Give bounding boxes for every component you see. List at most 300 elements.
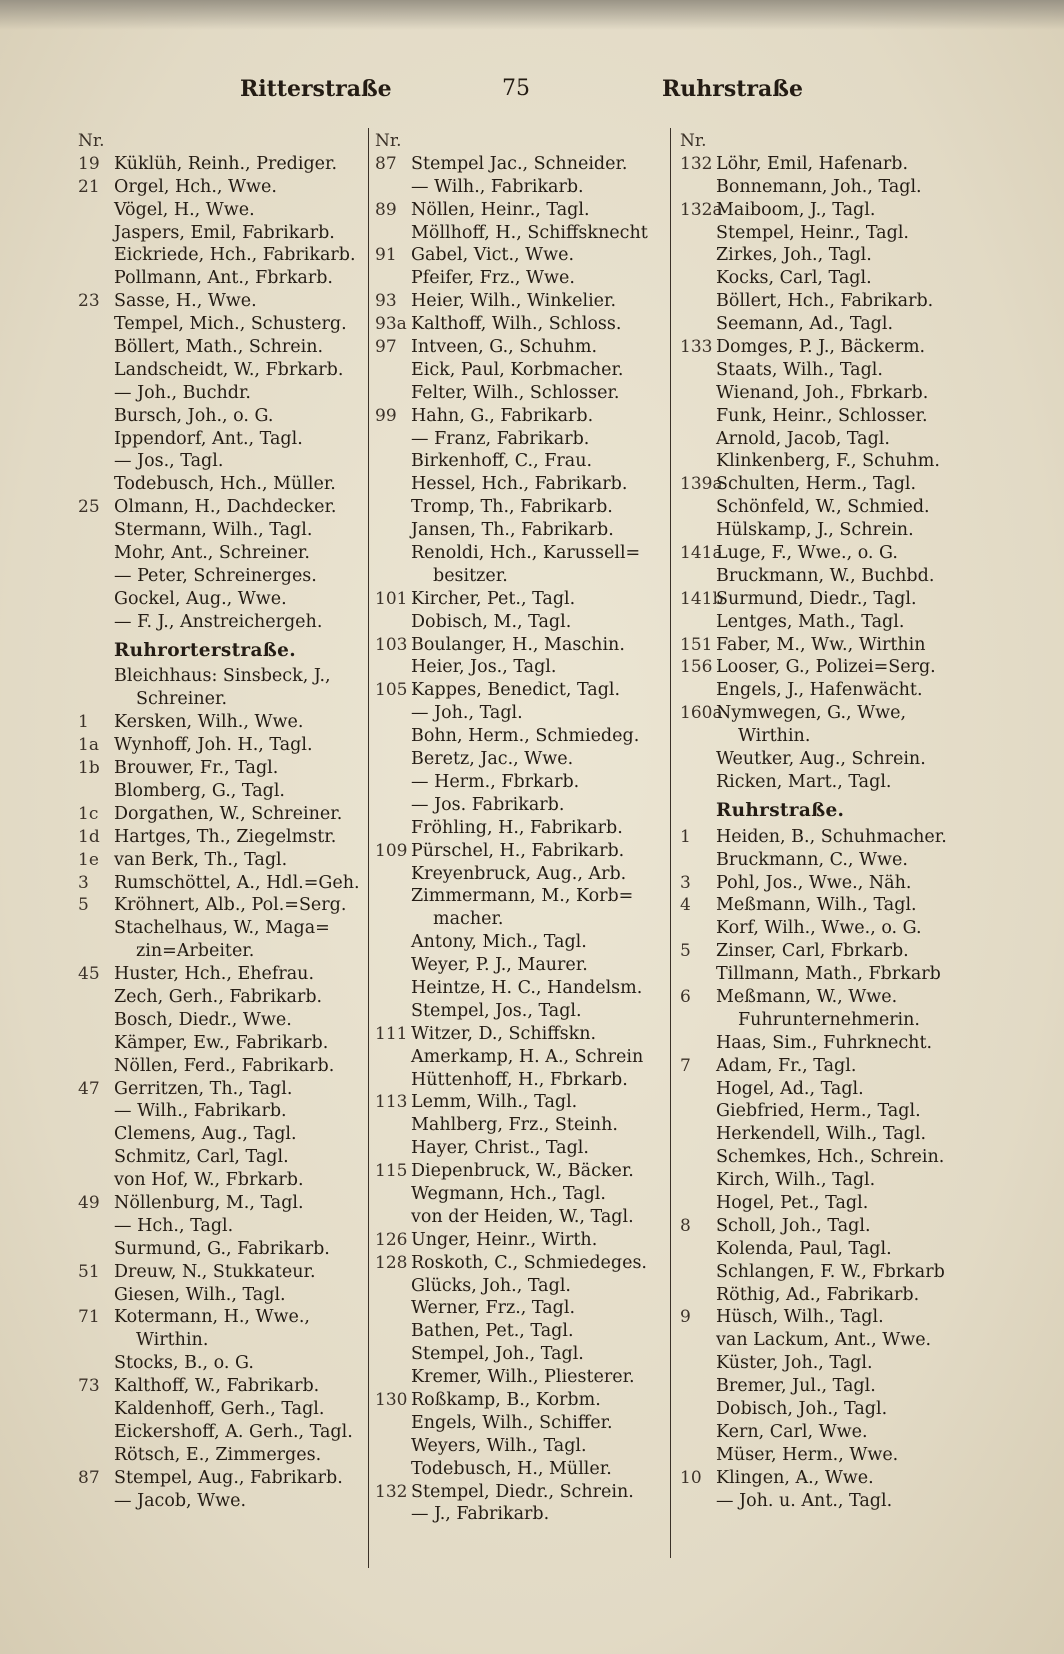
directory-entry — [680, 428, 980, 451]
directory-entry — [375, 290, 665, 313]
resident-text: Glücks, Joh., Tagl. — [411, 1275, 571, 1296]
directory-entry — [680, 336, 980, 359]
resident-text: Nöllenburg, M., Tagl. — [114, 1192, 304, 1213]
house-number: 3 — [78, 872, 89, 893]
directory-entry — [78, 803, 368, 826]
directory-entry — [78, 153, 368, 176]
house-number: 130 — [375, 1389, 408, 1410]
resident-text: Küster, Joh., Tagl. — [716, 1353, 873, 1374]
resident-text: Löhr, Emil, Hafenarb. — [716, 153, 909, 174]
resident-text: Ricken, Mart., Tagl. — [716, 771, 892, 792]
directory-entry — [375, 1229, 665, 1252]
house-number: 1 — [680, 826, 691, 847]
resident-text: Bohn, Herm., Schmiedeg. — [411, 726, 640, 747]
directory-entry — [680, 382, 980, 405]
resident-text: Antony, Mich., Tagl. — [411, 932, 587, 953]
directory-entry — [375, 1412, 665, 1435]
resident-text: Weyer, P. J., Maurer. — [411, 955, 588, 976]
directory-entry — [375, 840, 665, 863]
directory-entry — [78, 1192, 368, 1215]
directory-entry — [680, 1444, 980, 1467]
directory-entry — [680, 313, 980, 336]
resident-text: Zech, Gerh., Fabrikarb. — [114, 986, 323, 1007]
directory-entry — [78, 336, 368, 359]
resident-text: Heier, Wilh., Winkelier. — [411, 291, 617, 312]
resident-text: Hüttenhoff, H., Fbrkarb. — [411, 1069, 628, 1090]
resident-text: Felter, Wilh., Schlosser. — [411, 382, 620, 403]
resident-text: Fuhrunternehmerin. — [738, 1009, 920, 1030]
page-header — [80, 76, 1040, 112]
directory-entry — [375, 954, 665, 977]
directory-entry — [375, 1458, 665, 1481]
directory-entry — [680, 1078, 980, 1101]
directory-entry — [680, 1467, 980, 1490]
resident-text: Bruckmann, C., Wwe. — [716, 849, 908, 870]
column-divider — [670, 128, 671, 1558]
resident-text: Engels, Wilh., Schiffer. — [411, 1412, 613, 1433]
directory-entry — [78, 780, 368, 803]
resident-text: Todebusch, H., Müller. — [411, 1458, 612, 1479]
directory-entry — [375, 1481, 665, 1504]
resident-text: Tillmann, Math., Fbrkarb — [716, 964, 941, 985]
house-number: 133 — [680, 337, 713, 358]
directory-entry — [375, 1069, 665, 1092]
directory-entry — [375, 1183, 665, 1206]
resident-text: Kern, Carl, Wwe. — [716, 1421, 868, 1442]
house-number: 1c — [78, 803, 99, 824]
resident-text: Kolenda, Paul, Tagl. — [716, 1238, 892, 1259]
resident-text: — Jos. Fabrikarb. — [411, 794, 565, 815]
directory-entry — [680, 725, 980, 748]
house-number: 89 — [375, 199, 397, 220]
directory-entry — [78, 267, 368, 290]
resident-text: Seemann, Ad., Tagl. — [716, 314, 894, 335]
resident-text: Domges, P. J., Bäckerm. — [716, 337, 926, 358]
directory-entry — [375, 313, 665, 336]
directory-entry — [78, 1467, 368, 1490]
directory-entry — [680, 267, 980, 290]
resident-text: Fröhling, H., Fabrikarb. — [411, 817, 623, 838]
house-number: 1a — [78, 735, 99, 756]
directory-entry — [375, 1206, 665, 1229]
directory-entry — [375, 565, 665, 588]
resident-text: Wirthin. — [738, 726, 811, 747]
resident-text: Schönfeld, W., Schmied. — [716, 497, 930, 518]
resident-text: Stempel, Diedr., Schrein. — [411, 1481, 634, 1502]
resident-text: Müser, Herm., Wwe. — [716, 1444, 899, 1465]
house-number: 156 — [680, 657, 713, 678]
column-2 — [375, 130, 665, 1526]
resident-text: Kalthoff, Wilh., Schloss. — [411, 314, 622, 335]
directory-entry — [680, 1055, 980, 1078]
resident-text: Bruckmann, W., Buchbd. — [716, 565, 935, 586]
resident-text: — F. J., Anstreichergeh. — [114, 611, 323, 632]
directory-entry — [375, 1252, 665, 1275]
directory-entry — [680, 826, 980, 849]
directory-entry — [78, 1169, 368, 1192]
directory-entry — [375, 130, 665, 153]
column-1 — [78, 130, 368, 1512]
directory-entry — [680, 542, 980, 565]
resident-text: Adam, Fr., Tagl. — [716, 1055, 857, 1076]
house-number: 93a — [375, 314, 407, 335]
street-name: Ruhrstraße. — [716, 799, 845, 821]
resident-text: Schreiner. — [136, 689, 228, 710]
directory-entry — [680, 1329, 980, 1352]
directory-entry — [78, 1261, 368, 1284]
resident-text: Bosch, Diedr., Wwe. — [114, 1009, 292, 1030]
directory-entry — [375, 1046, 665, 1069]
resident-text: Meßmann, W., Wwe. — [716, 986, 898, 1007]
directory-entry — [375, 748, 665, 771]
resident-text: von Hof, W., Fbrkarb. — [114, 1170, 304, 1191]
house-number: 73 — [78, 1376, 100, 1397]
directory-entry — [680, 290, 980, 313]
resident-text: Jansen, Th., Fabrikarb. — [411, 520, 614, 541]
resident-text: Mahlberg, Frz., Steinh. — [411, 1115, 618, 1136]
resident-text: Röthig, Ad., Fabrikarb. — [716, 1284, 920, 1305]
house-number: 91 — [375, 245, 397, 266]
directory-entry — [680, 1238, 980, 1261]
resident-text: — Jacob, Wwe. — [114, 1490, 247, 1511]
scan-shadow — [0, 0, 1064, 30]
directory-entry — [78, 428, 368, 451]
directory-entry — [375, 359, 665, 382]
resident-text: Kirch, Wilh., Tagl. — [716, 1170, 876, 1191]
directory-entry — [375, 1000, 665, 1023]
resident-text: Renoldi, Hch., Karussell= — [411, 543, 641, 564]
directory-entry — [78, 519, 368, 542]
directory-entry — [78, 1009, 368, 1032]
house-number: 126 — [375, 1229, 408, 1250]
directory-entry — [375, 1320, 665, 1343]
directory-entry — [680, 473, 980, 496]
resident-text: Nöllen, Ferd., Fabrikarb. — [114, 1055, 335, 1076]
directory-entry — [680, 1490, 980, 1513]
resident-text: Hahn, G., Fabrikarb. — [411, 405, 594, 426]
house-number: 1d — [78, 826, 100, 847]
directory-entry — [375, 222, 665, 245]
directory-entry — [375, 702, 665, 725]
resident-text: Kersken, Wilh., Wwe. — [114, 712, 304, 733]
directory-entry — [78, 872, 368, 895]
directory-entry — [375, 1137, 665, 1160]
resident-text: Schlangen, F. W., Fbrkarb — [716, 1261, 945, 1282]
directory-entry — [680, 1169, 980, 1192]
resident-text: Tempel, Mich., Schusterg. — [114, 314, 347, 335]
house-number: 103 — [375, 634, 408, 655]
directory-entry — [375, 725, 665, 748]
house-number: 49 — [78, 1192, 100, 1213]
resident-text: Sasse, H., Wwe. — [114, 291, 257, 312]
resident-text: — Joh., Buchdr. — [114, 382, 251, 403]
resident-text: Pfeifer, Frz., Wwe. — [411, 268, 575, 289]
house-number: 1e — [78, 849, 99, 870]
column-divider — [368, 128, 369, 1568]
resident-text: Tromp, Th., Fabrikarb. — [411, 497, 613, 518]
house-number: Nr. — [78, 131, 105, 151]
resident-text: Boulanger, H., Maschin. — [411, 634, 625, 655]
house-number: 10 — [680, 1467, 702, 1488]
directory-entry — [375, 1297, 665, 1320]
directory-entry — [78, 734, 368, 757]
house-number: 99 — [375, 405, 397, 426]
resident-text: Beretz, Jac., Wwe. — [411, 749, 574, 770]
resident-text: Brouwer, Fr., Tagl. — [114, 758, 279, 779]
directory-entry — [78, 382, 368, 405]
resident-text: Zimmermann, M., Korb= — [411, 886, 634, 907]
directory-entry — [680, 634, 980, 657]
directory-entry — [78, 405, 368, 428]
resident-text: Heiden, B., Schuhmacher. — [716, 826, 947, 847]
resident-text: Surmund, G., Fabrikarb. — [114, 1238, 330, 1259]
resident-text: Giebfried, Herm., Tagl. — [716, 1101, 921, 1122]
resident-text: Stermann, Wilh., Tagl. — [114, 520, 313, 541]
resident-text: Arnold, Jacob, Tagl. — [716, 428, 890, 449]
resident-text: besitzer. — [433, 565, 508, 586]
directory-entry — [78, 1444, 368, 1467]
directory-entry — [375, 428, 665, 451]
directory-entry — [375, 473, 665, 496]
resident-text: Heier, Jos., Tagl. — [411, 657, 557, 678]
resident-text: Stempel, Aug., Fabrikarb. — [114, 1467, 343, 1488]
house-number: 93 — [375, 291, 397, 312]
resident-text: Schulten, Herm., Tagl. — [716, 474, 917, 495]
directory-entry — [680, 153, 980, 176]
resident-text: Amerkamp, H. A., Schrein — [411, 1046, 644, 1067]
resident-text: Pürschel, H., Fabrikarb. — [411, 840, 625, 861]
resident-text: Korf, Wilh., Wwe., o. G. — [716, 918, 922, 939]
directory-entry — [680, 1032, 980, 1055]
directory-entry — [680, 872, 980, 895]
directory-entry — [680, 176, 980, 199]
directory-entry — [78, 940, 368, 963]
resident-text: Nöllen, Heinr., Tagl. — [411, 199, 590, 220]
resident-text: Bursch, Joh., o. G. — [114, 405, 274, 426]
directory-entry — [375, 771, 665, 794]
directory-entry — [78, 244, 368, 267]
resident-text: Dobisch, Joh., Tagl. — [716, 1398, 888, 1419]
resident-text: Vögel, H., Wwe. — [114, 199, 255, 220]
directory-entry — [375, 176, 665, 199]
directory-entry — [680, 519, 980, 542]
directory-entry — [78, 1375, 368, 1398]
resident-text: — Herm., Fbrkarb. — [411, 771, 580, 792]
directory-entry — [78, 963, 368, 986]
house-number: 139a — [680, 474, 723, 495]
directory-entry — [375, 1275, 665, 1298]
resident-text: Kaldenhoff, Gerh., Tagl. — [114, 1398, 325, 1419]
street-heading — [680, 800, 980, 823]
directory-entry — [78, 1123, 368, 1146]
directory-entry — [680, 588, 980, 611]
directory-entry — [680, 1009, 980, 1032]
directory-entry — [680, 611, 980, 634]
resident-text: Kappes, Benedict, Tagl. — [411, 680, 621, 701]
resident-text: — Joh. u. Ant., Tagl. — [716, 1490, 893, 1511]
resident-text: Hogel, Ad., Tagl. — [716, 1078, 864, 1099]
directory-entry — [78, 588, 368, 611]
directory-entry — [375, 1435, 665, 1458]
directory-entry — [78, 1398, 368, 1421]
house-number: 21 — [78, 176, 100, 197]
house-number: 115 — [375, 1161, 408, 1182]
directory-entry — [680, 702, 980, 725]
directory-entry — [78, 849, 368, 872]
street-heading — [78, 640, 368, 663]
directory-entry — [375, 1114, 665, 1137]
directory-entry — [78, 826, 368, 849]
resident-text: Todebusch, Hch., Müller. — [114, 474, 336, 495]
resident-text: — Peter, Schreinerges. — [114, 565, 317, 586]
house-number: 25 — [78, 497, 100, 518]
resident-text: Haas, Sim., Fuhrknecht. — [716, 1032, 933, 1053]
resident-text: Wirthin. — [136, 1330, 209, 1351]
directory-entry — [375, 977, 665, 1000]
house-number: 87 — [78, 1467, 100, 1488]
directory-entry — [375, 611, 665, 634]
directory-entry — [680, 917, 980, 940]
resident-text: Roßkamp, B., Korbm. — [411, 1389, 601, 1410]
street-name: Ruhrorterstraße. — [114, 639, 296, 661]
house-number: 9 — [680, 1307, 691, 1328]
header-left-street: Ritterstraße — [240, 76, 392, 102]
resident-text: — Wilh., Fabrikarb. — [411, 176, 584, 197]
directory-entry — [78, 1284, 368, 1307]
resident-text: — Joh., Tagl. — [411, 703, 523, 724]
directory-entry — [78, 222, 368, 245]
directory-entry — [78, 565, 368, 588]
resident-text: Dorgathen, W., Schreiner. — [114, 803, 343, 824]
resident-text: Zinser, Carl, Fbrkarb. — [716, 941, 909, 962]
directory-entry — [78, 473, 368, 496]
resident-text: Orgel, Hch., Wwe. — [114, 176, 277, 197]
house-number: 1b — [78, 758, 100, 779]
resident-text: Bleichhaus: Sinsbeck, J., — [114, 666, 331, 687]
house-number: 105 — [375, 680, 408, 701]
directory-entry — [375, 496, 665, 519]
resident-text: Hüsch, Wilh., Tagl. — [716, 1307, 884, 1328]
directory-entry — [78, 1352, 368, 1375]
directory-entry — [78, 130, 368, 153]
house-number: 97 — [375, 337, 397, 358]
resident-text: Kocks, Carl, Tagl. — [716, 268, 872, 289]
resident-text: Schemkes, Hch., Schrein. — [716, 1147, 945, 1168]
resident-text: Ippendorf, Ant., Tagl. — [114, 428, 303, 449]
directory-entry — [375, 519, 665, 542]
directory-entry — [78, 1421, 368, 1444]
resident-text: Weutker, Aug., Schrein. — [716, 749, 926, 770]
directory-entry — [375, 588, 665, 611]
resident-text: Wynhoff, Joh. H., Tagl. — [114, 735, 313, 756]
directory-entry — [680, 849, 980, 872]
directory-entry — [375, 199, 665, 222]
resident-text: Clemens, Aug., Tagl. — [114, 1124, 297, 1145]
resident-text: Meßmann, Wilh., Tagl. — [716, 895, 917, 916]
directory-entry — [680, 1284, 980, 1307]
resident-text: Eickriede, Hch., Fabrikarb. — [114, 245, 356, 266]
house-number: 128 — [375, 1252, 408, 1273]
directory-entry — [78, 1215, 368, 1238]
directory-entry — [680, 496, 980, 519]
directory-entry — [680, 450, 980, 473]
resident-text: Lemm, Wilh., Tagl. — [411, 1092, 578, 1113]
directory-entry — [375, 1366, 665, 1389]
directory-entry — [375, 267, 665, 290]
house-number: 151 — [680, 634, 713, 655]
house-number: 132 — [375, 1481, 408, 1502]
resident-text: Pollmann, Ant., Fbrkarb. — [114, 268, 333, 289]
resident-text: Nymwegen, G., Wwe, — [716, 703, 907, 724]
resident-text: Eick, Paul, Korbmacher. — [411, 359, 624, 380]
resident-text: Kotermann, H., Wwe., — [114, 1307, 310, 1328]
house-number: 111 — [375, 1023, 408, 1044]
resident-text: Gockel, Aug., Wwe. — [114, 588, 287, 609]
directory-entry — [375, 931, 665, 954]
page-number: 75 — [502, 76, 530, 101]
resident-text: von der Heiden, W., Tagl. — [411, 1206, 634, 1227]
house-number: 47 — [78, 1078, 100, 1099]
resident-text: Luge, F., Wwe., o. G. — [716, 543, 898, 564]
directory-entry — [78, 611, 368, 634]
resident-text: — Wilh., Fabrikarb. — [114, 1101, 287, 1122]
resident-text: Stempel, Joh., Tagl. — [411, 1344, 584, 1365]
directory-entry — [375, 1091, 665, 1114]
resident-text: Dreuw, N., Stukkateur. — [114, 1261, 316, 1282]
resident-text: Witzer, D., Schiffskn. — [411, 1023, 597, 1044]
resident-text: Kremer, Wilh., Pliesterer. — [411, 1367, 635, 1388]
directory-entry — [680, 1192, 980, 1215]
directory-entry — [680, 199, 980, 222]
directory-entry — [680, 359, 980, 382]
house-number: 19 — [78, 153, 100, 174]
directory-entry — [78, 1146, 368, 1169]
directory-entry — [78, 1032, 368, 1055]
resident-text: Werner, Frz., Tagl. — [411, 1298, 576, 1319]
resident-text: Pohl, Jos., Wwe., Näh. — [716, 872, 912, 893]
directory-entry — [78, 1490, 368, 1513]
directory-entry — [375, 405, 665, 428]
house-number: 8 — [680, 1215, 691, 1236]
resident-text: Scholl, Joh., Tagl. — [716, 1215, 871, 1236]
directory-entry — [375, 817, 665, 840]
directory-entry — [375, 336, 665, 359]
directory-entry — [375, 908, 665, 931]
directory-entry — [78, 496, 368, 519]
directory-entry — [375, 1023, 665, 1046]
resident-text: van Berk, Th., Tagl. — [114, 849, 288, 870]
directory-entry — [78, 1078, 368, 1101]
resident-text: Stempel Jac., Schneider. — [411, 153, 628, 174]
house-number: 132a — [680, 199, 723, 220]
directory-entry — [78, 1055, 368, 1078]
directory-entry — [375, 244, 665, 267]
house-number: 45 — [78, 964, 100, 985]
resident-text: Kreyenbruck, Aug., Arb. — [411, 863, 627, 884]
house-number: 160a — [680, 703, 723, 724]
directory-entry — [78, 199, 368, 222]
resident-text: Böllert, Math., Schrein. — [114, 337, 324, 358]
house-number: 141a — [680, 543, 723, 564]
directory-entry — [78, 359, 368, 382]
directory-entry — [680, 940, 980, 963]
house-number: 101 — [375, 588, 408, 609]
directory-entry — [375, 153, 665, 176]
directory-entry — [680, 963, 980, 986]
directory-entry — [680, 656, 980, 679]
house-number: 7 — [680, 1055, 691, 1076]
resident-text: Stocks, B., o. G. — [114, 1353, 254, 1374]
